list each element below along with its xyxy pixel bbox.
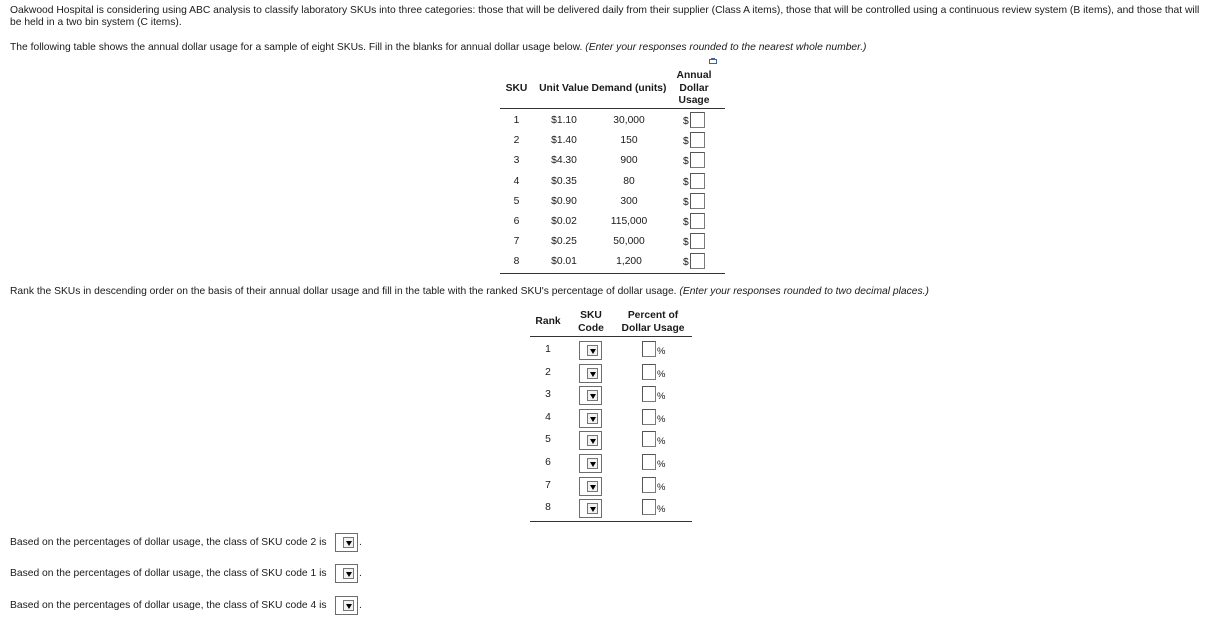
- class-question-period: .: [359, 537, 362, 548]
- percent-sign: %: [657, 504, 666, 516]
- sku-code-dropdown[interactable]: [579, 454, 602, 473]
- unit-value-cell: $0.90: [551, 195, 577, 207]
- class-dropdown[interactable]: [335, 596, 358, 615]
- percent-dollar-usage-input[interactable]: [642, 364, 656, 380]
- sku-cell: 6: [513, 216, 520, 227]
- rank-cell: 5: [545, 434, 551, 446]
- demand-cell: 1,200: [616, 256, 642, 268]
- class-question-text: Based on the percentages of dollar usage, the class of SKU code 4 is: [10, 600, 327, 611]
- instruction-1-text: The following table shows the annual dollar usage for a sample of eight SKUs. Fill in the blanks for annual dollar usage below.: [10, 42, 583, 53]
- dropdown-arrow-icon[interactable]: [587, 390, 598, 401]
- class-question-period: .: [359, 600, 362, 611]
- table2-header-rule: [530, 336, 692, 337]
- percent-sign: %: [657, 436, 666, 448]
- sku-cell: 1: [513, 115, 520, 126]
- demand-cell: 80: [623, 175, 635, 187]
- instruction-1: [10, 42, 867, 53]
- percent-dollar-usage-input[interactable]: [642, 499, 656, 515]
- demand-cell: 30,000: [613, 115, 645, 126]
- header-sku: SKU: [505, 83, 528, 94]
- percent-sign: %: [657, 346, 666, 357]
- header-annual-line1: Annual: [676, 70, 712, 81]
- sku-code-dropdown[interactable]: [579, 341, 602, 360]
- unit-value-cell: $0.01: [551, 256, 577, 268]
- sku-cell: 5: [513, 195, 520, 207]
- dropdown-arrow-icon[interactable]: [343, 537, 354, 548]
- class-question-period: .: [359, 568, 362, 579]
- annual-dollar-usage-input[interactable]: [690, 173, 705, 189]
- annual-dollar-usage-input[interactable]: [690, 233, 705, 249]
- percent-sign: %: [657, 368, 666, 380]
- class-dropdown[interactable]: [335, 564, 358, 583]
- class-question-text: Based on the percentages of dollar usage, the class of SKU code 1 is: [10, 568, 327, 579]
- sku-cell: 3: [513, 155, 520, 167]
- dropdown-arrow-icon[interactable]: [587, 368, 598, 379]
- header-sku-code-line1: SKU: [580, 310, 602, 321]
- sku-cell: 2: [513, 135, 520, 147]
- table2-bottom-rule: [530, 521, 692, 522]
- instruction-2: [10, 286, 929, 297]
- percent-dollar-usage-input[interactable]: [642, 431, 656, 447]
- annual-dollar-usage-input[interactable]: [690, 253, 705, 269]
- demand-cell: 50,000: [613, 236, 645, 248]
- percent-dollar-usage-input[interactable]: [642, 454, 656, 470]
- header-annual-line2: Dollar: [679, 82, 709, 94]
- annual-dollar-usage-input[interactable]: [690, 152, 705, 168]
- dollar-sign: $: [683, 176, 689, 188]
- demand-cell: 115,000: [610, 216, 648, 227]
- class-question-text: Based on the percentages of dollar usage, the class of SKU code 2 is: [10, 537, 327, 548]
- header-percent-line1: Percent of: [627, 310, 679, 321]
- unit-value-cell: $0.02: [551, 216, 577, 227]
- percent-sign: %: [657, 413, 666, 425]
- header-percent-line2: Dollar Usage: [621, 322, 685, 334]
- percent-dollar-usage-input[interactable]: [642, 409, 656, 425]
- percent-sign: %: [657, 459, 666, 470]
- class-dropdown[interactable]: [335, 533, 358, 552]
- header-sku-code-line2: Code: [578, 322, 604, 334]
- dropdown-arrow-icon[interactable]: [587, 413, 598, 424]
- unit-value-cell: $0.25: [551, 236, 577, 248]
- rank-cell: 2: [545, 366, 551, 378]
- annual-dollar-usage-input[interactable]: [690, 132, 705, 148]
- print-icon[interactable]: [709, 58, 717, 64]
- sku-cell: 7: [513, 236, 520, 248]
- dollar-sign: $: [683, 196, 689, 208]
- dropdown-arrow-icon[interactable]: [587, 481, 598, 492]
- problem-intro: Oakwood Hospital is considering using ABC analysis to classify laboratory SKUs into three categories: those that will be delivered daily from their supplier (Class A items), those that will be controlled using a continuous review system (B items), and those that will be held in a two bin system (C items).: [10, 5, 1200, 28]
- demand-cell: 900: [620, 155, 638, 167]
- dropdown-arrow-icon[interactable]: [343, 600, 354, 611]
- rank-cell: 4: [545, 411, 551, 423]
- sku-cell: 4: [513, 175, 520, 187]
- percent-dollar-usage-input[interactable]: [642, 477, 656, 493]
- dollar-sign: $: [683, 217, 689, 228]
- dollar-sign: $: [683, 237, 689, 249]
- sku-code-dropdown[interactable]: [579, 499, 602, 518]
- sku-code-dropdown[interactable]: [579, 386, 602, 405]
- header-annual-line3: Usage: [678, 95, 710, 106]
- unit-value-cell: $1.10: [551, 115, 577, 126]
- instruction-2-note: (Enter your responses rounded to two decimal places.): [679, 286, 929, 297]
- annual-dollar-usage-input[interactable]: [690, 193, 705, 209]
- sku-cell: 8: [513, 256, 520, 268]
- demand-cell: 300: [620, 195, 638, 207]
- header-sku-code: [572, 310, 610, 335]
- dropdown-arrow-icon[interactable]: [587, 503, 598, 514]
- dropdown-arrow-icon[interactable]: [343, 568, 354, 579]
- rank-cell: 6: [545, 457, 551, 468]
- unit-value-cell: $0.35: [551, 175, 577, 187]
- sku-code-dropdown[interactable]: [579, 409, 602, 428]
- annual-dollar-usage-input[interactable]: [690, 112, 705, 128]
- demand-cell: 150: [620, 135, 638, 147]
- header-unit-value: Unit Value: [539, 83, 589, 94]
- percent-sign: %: [657, 391, 666, 403]
- dollar-sign: $: [683, 116, 689, 127]
- rank-cell: 3: [545, 389, 551, 401]
- rank-cell: 8: [545, 502, 551, 514]
- rank-cell: 1: [545, 344, 551, 355]
- dropdown-arrow-icon[interactable]: [587, 345, 598, 356]
- sku-code-dropdown[interactable]: [579, 431, 602, 450]
- dollar-sign: $: [683, 136, 689, 148]
- dollar-sign: $: [683, 257, 689, 269]
- table1-bottom-rule: [500, 273, 725, 274]
- sku-code-dropdown[interactable]: [579, 477, 602, 496]
- header-annual-dollar-usage: [670, 70, 718, 108]
- header-percent-dollar-usage: [614, 310, 692, 335]
- unit-value-cell: $4.30: [551, 155, 577, 167]
- percent-dollar-usage-input[interactable]: [642, 386, 656, 402]
- rank-cell: 7: [545, 479, 551, 491]
- table1-header-rule: [500, 108, 725, 109]
- unit-value-cell: $1.40: [551, 135, 577, 147]
- dollar-sign: $: [683, 156, 689, 168]
- instruction-2-text: Rank the SKUs in descending order on the basis of their annual dollar usage and fill in the table with the ranked SKU's percentage of dollar usage.: [10, 286, 677, 297]
- sku-code-dropdown[interactable]: [579, 364, 602, 383]
- percent-sign: %: [657, 481, 666, 493]
- instruction-1-note: (Enter your responses rounded to the nearest whole number.): [585, 42, 867, 53]
- dropdown-arrow-icon[interactable]: [587, 458, 598, 469]
- annual-dollar-usage-input[interactable]: [690, 213, 705, 229]
- header-rank: Rank: [535, 316, 561, 327]
- header-demand: Demand (units): [591, 83, 667, 94]
- percent-dollar-usage-input[interactable]: [642, 341, 656, 357]
- dropdown-arrow-icon[interactable]: [587, 435, 598, 446]
